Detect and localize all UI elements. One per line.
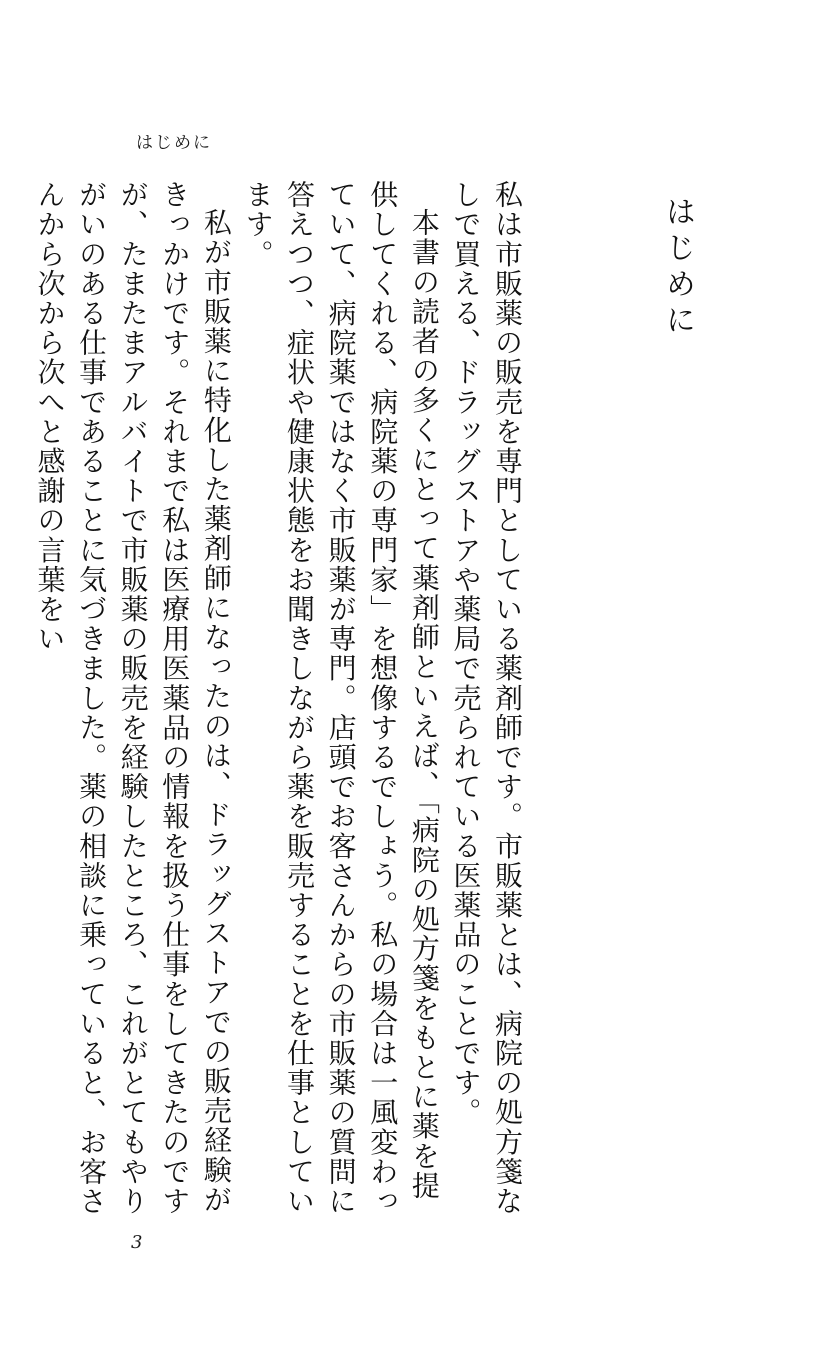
paragraph: 私は市販薬の販売を専門としている薬剤師です。市販薬とは、病院の処方箋なしで買える、ドラッグストアや薬局で売られている医薬品のことです。: [449, 180, 524, 1216]
body-text: [33, 180, 528, 1216]
paragraph: 本書の読者の多くにとって薬剤師といえば、「病院の処方箋をもとに薬を提供してくれる、病院薬の専門家」を想像するでしょう。私の場合は一風変わっていて、病院薬ではなく市販薬が専門。店頭でお客さんからの市販薬の質問に答えつつ、症状や健康状態をお聞きしながら薬を販売することを仕事としています。: [241, 180, 441, 1216]
page-number: 3: [131, 1232, 143, 1253]
paragraph: 私が市販薬に特化した薬剤師になったのは、ドラッグストアでの販売経験がきっかけです。それまで私は医療用医薬品の情報を扱う仕事をしてきたのですが、たまたまアルバイトで市販薬の販売を経験したところ、これがとてもやりがいのある仕事であることに気づきました。薬の相談に乗っていると、お客さんから次から次へと感謝の言葉をい: [33, 180, 233, 1216]
running-header: はじめに: [136, 133, 212, 153]
chapter-title: はじめに: [660, 196, 695, 340]
